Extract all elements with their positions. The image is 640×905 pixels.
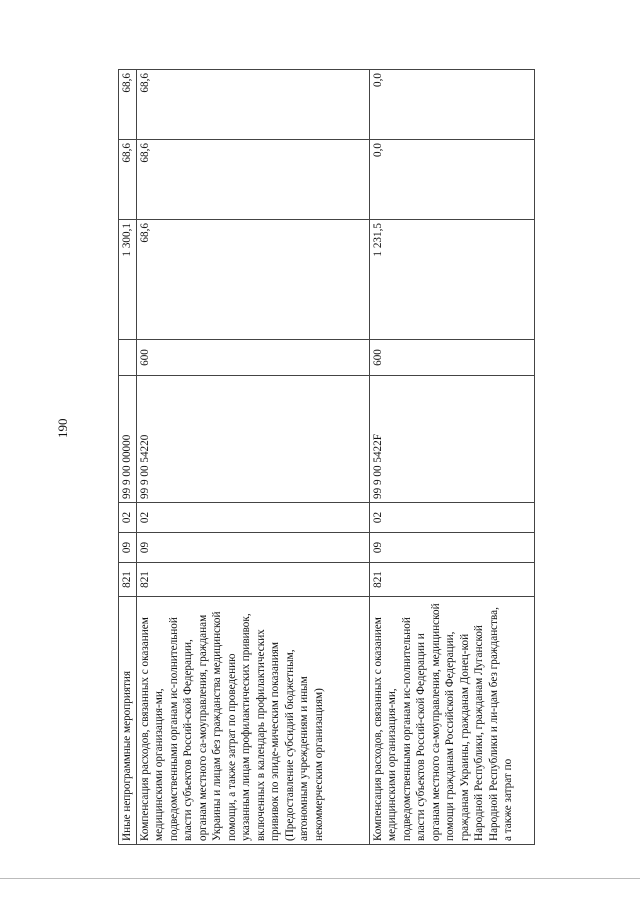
amount-col2: 0,0 — [369, 140, 534, 220]
target-article-code: 99 9 00 5422F — [369, 376, 534, 503]
budget-table — [118, 69, 535, 845]
ministry-code: 821 — [136, 563, 369, 597]
row-description: Компенсация расходов, связанных с оказанием медицинскими организация-ми, подведомственными органам ис-полнительной власти субъектов Россий-ской Федерации и органам местного са-моуправления, медицинской помощи гражданам Российской Федерации, гражданам Украины, гражданам Донец-кой Народной Республики, гражданам Луганской Народной Республики и ли-цам без гражданства, а также затрат по — [369, 597, 534, 845]
target-article-code: 99 9 00 00000 — [119, 376, 137, 503]
ministry-code: 821 — [119, 563, 137, 597]
budget-table-rotated — [118, 70, 533, 845]
amount-col3: 68,6 — [136, 70, 369, 140]
section-code: 09 — [369, 533, 534, 563]
expense-type-code: 600 — [369, 340, 534, 376]
target-article-code: 99 9 00 54220 — [136, 376, 369, 503]
subsection-code: 02 — [136, 503, 369, 533]
section-code: 09 — [119, 533, 137, 563]
page-number: 190 — [55, 418, 70, 438]
amount-col3: 0,0 — [369, 70, 534, 140]
amount-col3: 68,6 — [119, 70, 137, 140]
table-row — [369, 70, 534, 845]
amount-col2: 68,6 — [119, 140, 137, 220]
subsection-code: 02 — [119, 503, 137, 533]
row-description: Компенсация расходов, связанных с оказанием медицинскими организация-ми, подведомственными органам ис-полнительной власти субъектов Россий-ской Федерации, органам местного са-моуправления, гражданам Украины и лицам без гражданства медицинской помощи, а также затрат по проведению указанным лицам профилактических прививок, включенных в календарь профилактических прививок по эпиде-мическим показаниям (Предоставление субсидий бюджетным, автономным учреждениям и иным некоммерческим организациям) — [136, 597, 369, 845]
amount-col2: 68,6 — [136, 140, 369, 220]
amount-col1: 68,6 — [136, 220, 369, 340]
table-row — [136, 70, 369, 845]
section-code: 09 — [136, 533, 369, 563]
ministry-code: 821 — [369, 563, 534, 597]
amount-col1: 1 231,5 — [369, 220, 534, 340]
expense-type-code: 600 — [136, 340, 369, 376]
scan-edge-line — [0, 878, 640, 879]
subsection-code: 02 — [369, 503, 534, 533]
amount-col1: 1 300,1 — [119, 220, 137, 340]
row-description: Иные непрограммные мероприятия — [119, 597, 137, 845]
expense-type-code — [119, 340, 137, 376]
table-row-header — [119, 70, 137, 845]
